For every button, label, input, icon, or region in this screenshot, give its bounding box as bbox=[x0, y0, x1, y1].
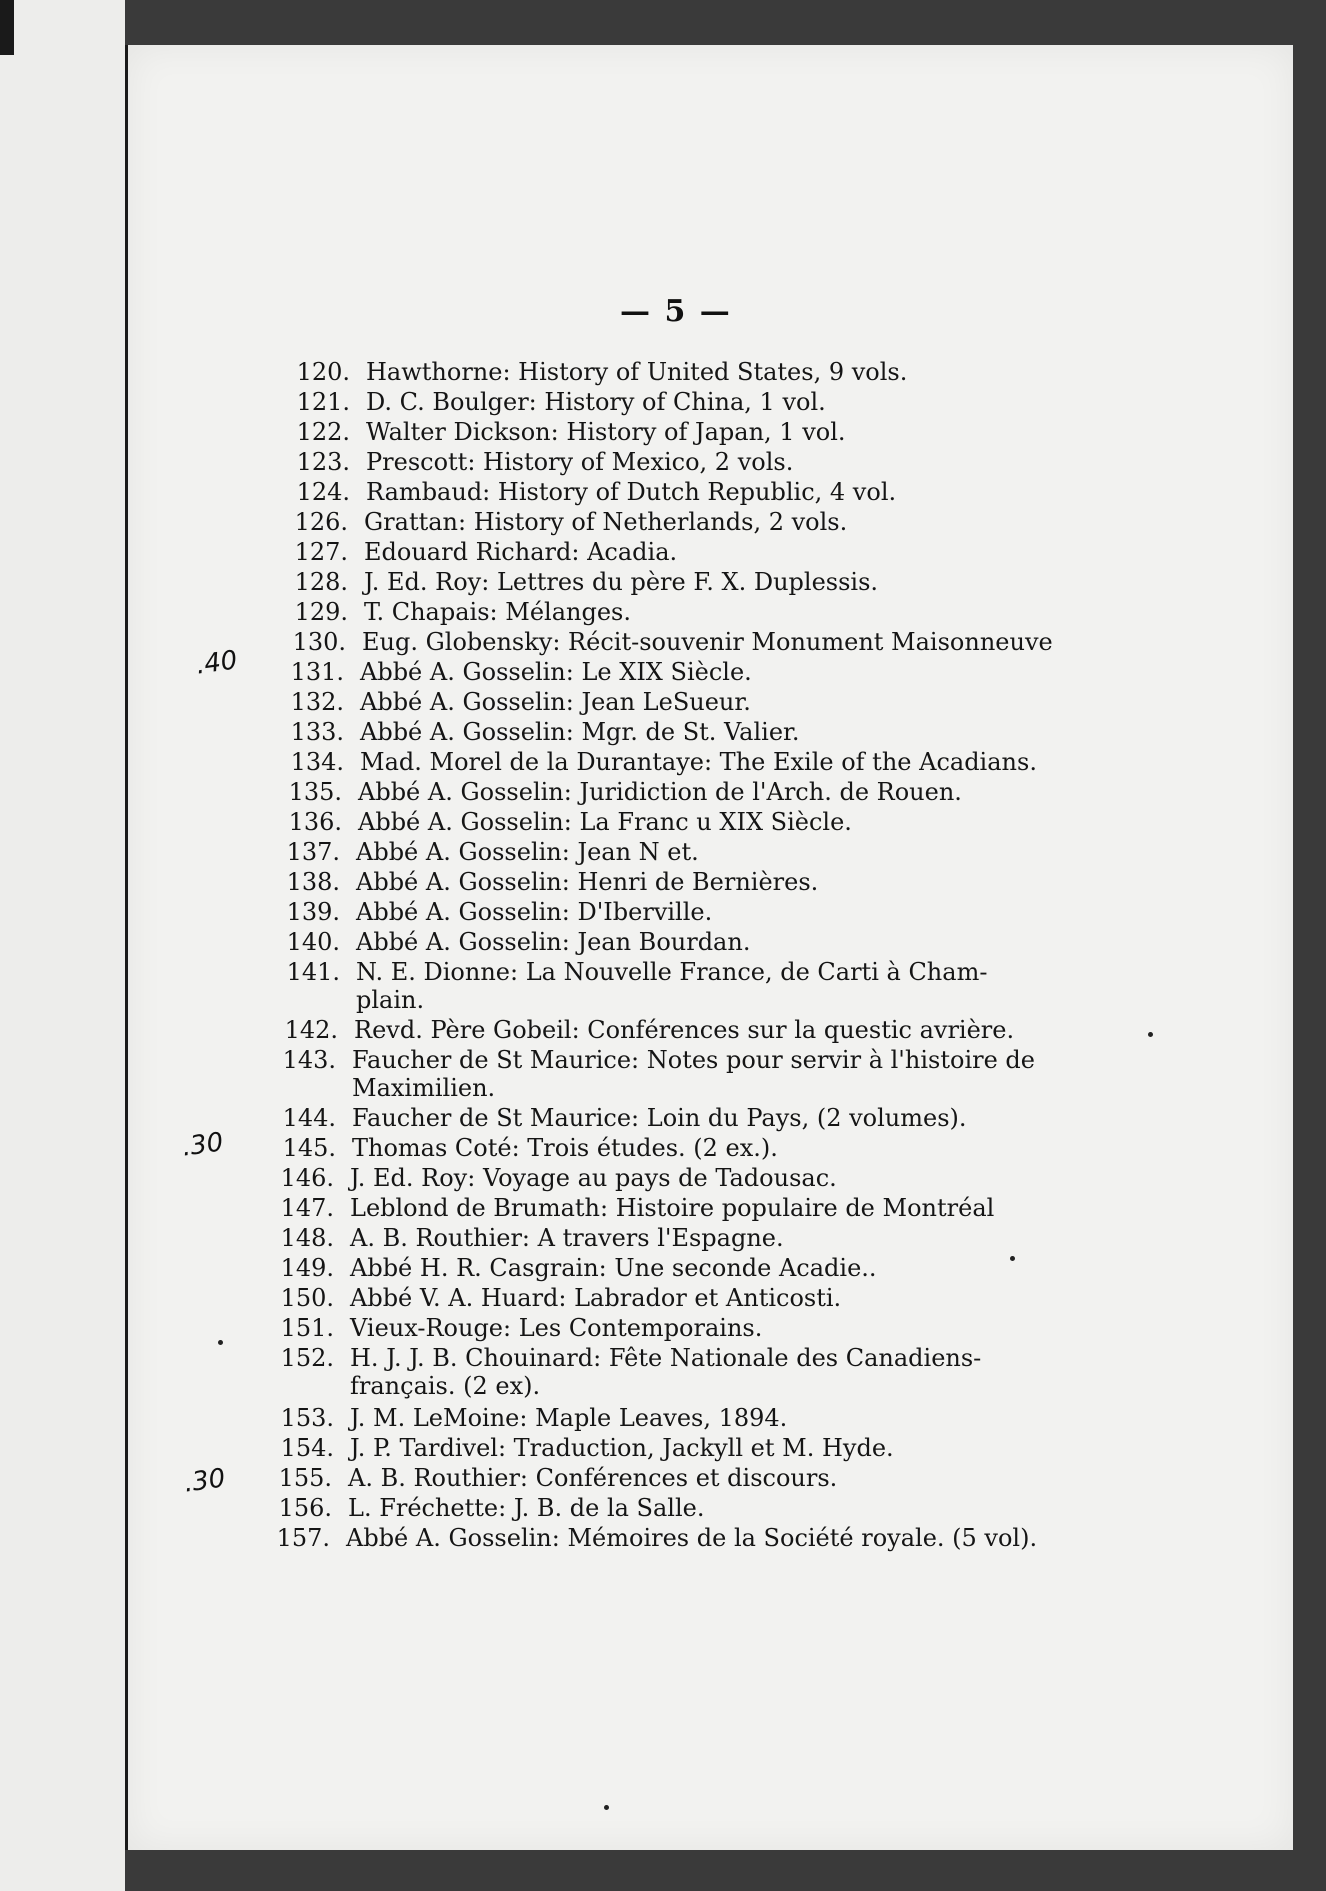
entry-text: Edouard Richard: Acadia. bbox=[364, 538, 678, 566]
entry-text: H. J. J. B. Chouinard: Fête Nationale des Canadiens- bbox=[350, 1344, 982, 1372]
entry-number: 134. bbox=[290, 748, 344, 776]
entry-number: 157. bbox=[276, 1524, 330, 1552]
entry-text: Walter Dickson: History of Japan, 1 vol. bbox=[366, 418, 846, 446]
entry-text: Mad. Morel de la Durantaye: The Exile of the Acadians. bbox=[360, 748, 1037, 776]
catalog-entry bbox=[266, 1016, 1266, 1050]
entry-number: 152. bbox=[280, 1344, 334, 1372]
entry-number: 154. bbox=[280, 1434, 334, 1462]
entry-continuation: plain. bbox=[356, 986, 425, 1014]
entry-number: 132. bbox=[290, 688, 344, 716]
ink-speck bbox=[218, 1340, 223, 1345]
entry-text: L. Fréchette: J. B. de la Salle. bbox=[348, 1494, 705, 1522]
catalog-entry bbox=[272, 688, 1272, 722]
entry-text: Abbé A. Gosselin: Le XIX Siècle. bbox=[360, 658, 752, 686]
catalog-entry bbox=[262, 1254, 1262, 1288]
entry-text: A. B. Routhier: A travers l'Espagne. bbox=[350, 1224, 784, 1252]
catalog-entry bbox=[264, 1134, 1264, 1168]
catalog-entry bbox=[272, 748, 1272, 782]
ink-speck bbox=[1148, 1032, 1153, 1037]
entry-text: Vieux-Rouge: Les Contemporains. bbox=[350, 1314, 763, 1342]
entry-text: A. B. Routhier: Conférences et discours. bbox=[348, 1464, 838, 1492]
entry-text: Leblond de Brumath: Histoire populaire de Montréal bbox=[350, 1194, 995, 1222]
entry-text: Abbé A. Gosselin: Jean Bourdan. bbox=[356, 928, 751, 956]
entry-number: 123. bbox=[296, 448, 350, 476]
margin-note: .40 bbox=[194, 645, 240, 681]
catalog-entry bbox=[272, 658, 1272, 692]
entry-text: Abbé A. Gosselin: Henri de Bernières. bbox=[356, 868, 819, 896]
entry-number: 137. bbox=[286, 838, 340, 866]
catalog-entry bbox=[268, 898, 1268, 932]
entry-text: J. Ed. Roy: Lettres du père F. X. Duplessis. bbox=[364, 568, 879, 596]
catalog-entry bbox=[268, 838, 1268, 872]
catalog-entry bbox=[270, 778, 1270, 812]
entry-number: 150. bbox=[280, 1284, 334, 1312]
catalog-entry bbox=[258, 1524, 1258, 1558]
scan-right-edge bbox=[1290, 45, 1326, 1891]
entry-number: 145. bbox=[282, 1134, 336, 1162]
catalog-entry bbox=[278, 448, 1278, 482]
entry-number: 148. bbox=[280, 1224, 334, 1252]
entry-number: 146. bbox=[280, 1164, 334, 1192]
catalog-entry bbox=[278, 478, 1278, 512]
catalog-entry bbox=[262, 1224, 1262, 1258]
catalog-entry bbox=[276, 538, 1276, 572]
entry-text: Abbé A. Gosselin: Mgr. de St. Valier. bbox=[360, 718, 800, 746]
ink-speck bbox=[1010, 1256, 1015, 1261]
entry-text: Rambaud: History of Dutch Republic, 4 vol. bbox=[366, 478, 897, 506]
catalog-entry bbox=[262, 1404, 1262, 1438]
entry-number: 155. bbox=[278, 1464, 332, 1492]
entry-number: 124. bbox=[296, 478, 350, 506]
entry-number: 126. bbox=[294, 508, 348, 536]
entry-text: Abbé A. Gosselin: Jean N et. bbox=[356, 838, 699, 866]
catalog-entry bbox=[268, 928, 1268, 962]
entry-number: 130. bbox=[292, 628, 346, 656]
entry-text: Grattan: History of Netherlands, 2 vols. bbox=[364, 508, 848, 536]
scan-bottom-edge bbox=[125, 1850, 1326, 1891]
entry-text: N. E. Dionne: La Nouvelle France, de Carti à Cham- bbox=[356, 958, 988, 986]
entry-number: 122. bbox=[296, 418, 350, 446]
entry-number: 142. bbox=[284, 1016, 338, 1044]
entry-number: 141. bbox=[286, 958, 340, 986]
entry-number: 143. bbox=[282, 1046, 336, 1074]
entry-text: Abbé A. Gosselin: D'Iberville. bbox=[356, 898, 713, 926]
entry-text: Abbé A. Gosselin: La Franc u XIX Siècle. bbox=[358, 808, 852, 836]
catalog-entry bbox=[262, 1314, 1262, 1348]
entry-text: J. Ed. Roy: Voyage au pays de Tadousac. bbox=[350, 1164, 837, 1192]
entry-text: J. M. LeMoine: Maple Leaves, 1894. bbox=[350, 1404, 788, 1432]
ink-speck bbox=[604, 1805, 609, 1810]
margin-note: .30 bbox=[182, 1463, 228, 1499]
page-number: — 5 — bbox=[620, 294, 732, 329]
catalog-entry bbox=[276, 568, 1276, 602]
entry-number: 120. bbox=[296, 358, 350, 386]
catalog-entry bbox=[262, 1194, 1262, 1228]
catalog-entry bbox=[270, 808, 1270, 842]
entry-number: 129. bbox=[294, 598, 348, 626]
entry-continuation: français. (2 ex). bbox=[350, 1372, 541, 1400]
entry-text: Abbé H. R. Casgrain: Une seconde Acadie.. bbox=[350, 1254, 877, 1282]
entry-number: 144. bbox=[282, 1104, 336, 1132]
entry-number: 149. bbox=[280, 1254, 334, 1282]
entry-text: Prescott: History of Mexico, 2 vols. bbox=[366, 448, 794, 476]
entry-text: Abbé A. Gosselin: Juridiction de l'Arch. de Rouen. bbox=[358, 778, 962, 806]
entry-text: Faucher de St Maurice: Notes pour servir à l'histoire de bbox=[352, 1046, 1035, 1074]
entry-text: Abbé A. Gosselin: Mémoires de la Société royale. (5 vol). bbox=[346, 1524, 1038, 1552]
entry-text: T. Chapais: Mélanges. bbox=[364, 598, 631, 626]
catalog-entry bbox=[276, 508, 1276, 542]
entry-text: D. C. Boulger: History of China, 1 vol. bbox=[366, 388, 826, 416]
catalog-entry bbox=[274, 628, 1274, 662]
entry-number: 127. bbox=[294, 538, 348, 566]
entry-number: 133. bbox=[290, 718, 344, 746]
entry-number: 139. bbox=[286, 898, 340, 926]
margin-note: .30 bbox=[180, 1127, 226, 1163]
entry-continuation: Maximilien. bbox=[352, 1074, 496, 1102]
entry-text: Faucher de St Maurice: Loin du Pays, (2 volumes). bbox=[352, 1104, 967, 1132]
scan-top-edge bbox=[125, 0, 1326, 45]
entry-text: J. P. Tardivel: Traduction, Jackyll et M. Hyde. bbox=[350, 1434, 894, 1462]
catalog-entry bbox=[262, 1164, 1262, 1198]
entry-number: 147. bbox=[280, 1194, 334, 1222]
entry-text: Abbé V. A. Huard: Labrador et Anticosti. bbox=[350, 1284, 842, 1312]
binding-strip bbox=[0, 0, 14, 55]
catalog-entry bbox=[272, 718, 1272, 752]
entry-number: 121. bbox=[296, 388, 350, 416]
binding-margin bbox=[0, 0, 125, 1891]
entry-number: 136. bbox=[288, 808, 342, 836]
entry-text: Eug. Globensky: Récit-souvenir Monument Maisonneuve bbox=[362, 628, 1053, 656]
entry-number: 135. bbox=[288, 778, 342, 806]
catalog-entry bbox=[278, 388, 1278, 422]
catalog-entry bbox=[260, 1494, 1260, 1528]
entry-text: Revd. Père Gobeil: Conférences sur la questic avrière. bbox=[354, 1016, 1015, 1044]
entry-number: 138. bbox=[286, 868, 340, 896]
entry-number: 156. bbox=[278, 1494, 332, 1522]
entry-text: Hawthorne: History of United States, 9 vols. bbox=[366, 358, 908, 386]
entry-text: Thomas Coté: Trois études. (2 ex.). bbox=[352, 1134, 778, 1162]
entry-text: Abbé A. Gosselin: Jean LeSueur. bbox=[360, 688, 751, 716]
catalog-entry bbox=[268, 868, 1268, 902]
catalog-entry bbox=[262, 1284, 1262, 1318]
entry-number: 153. bbox=[280, 1404, 334, 1432]
entry-number: 128. bbox=[294, 568, 348, 596]
catalog-entry bbox=[276, 598, 1276, 632]
catalog-entry bbox=[278, 418, 1278, 452]
catalog-entry bbox=[262, 1434, 1262, 1468]
entry-number: 140. bbox=[286, 928, 340, 956]
catalog-entry bbox=[264, 1104, 1264, 1138]
catalog-entry bbox=[260, 1464, 1260, 1498]
entry-number: 131. bbox=[290, 658, 344, 686]
entry-number: 151. bbox=[280, 1314, 334, 1342]
catalog-entry bbox=[278, 358, 1278, 392]
